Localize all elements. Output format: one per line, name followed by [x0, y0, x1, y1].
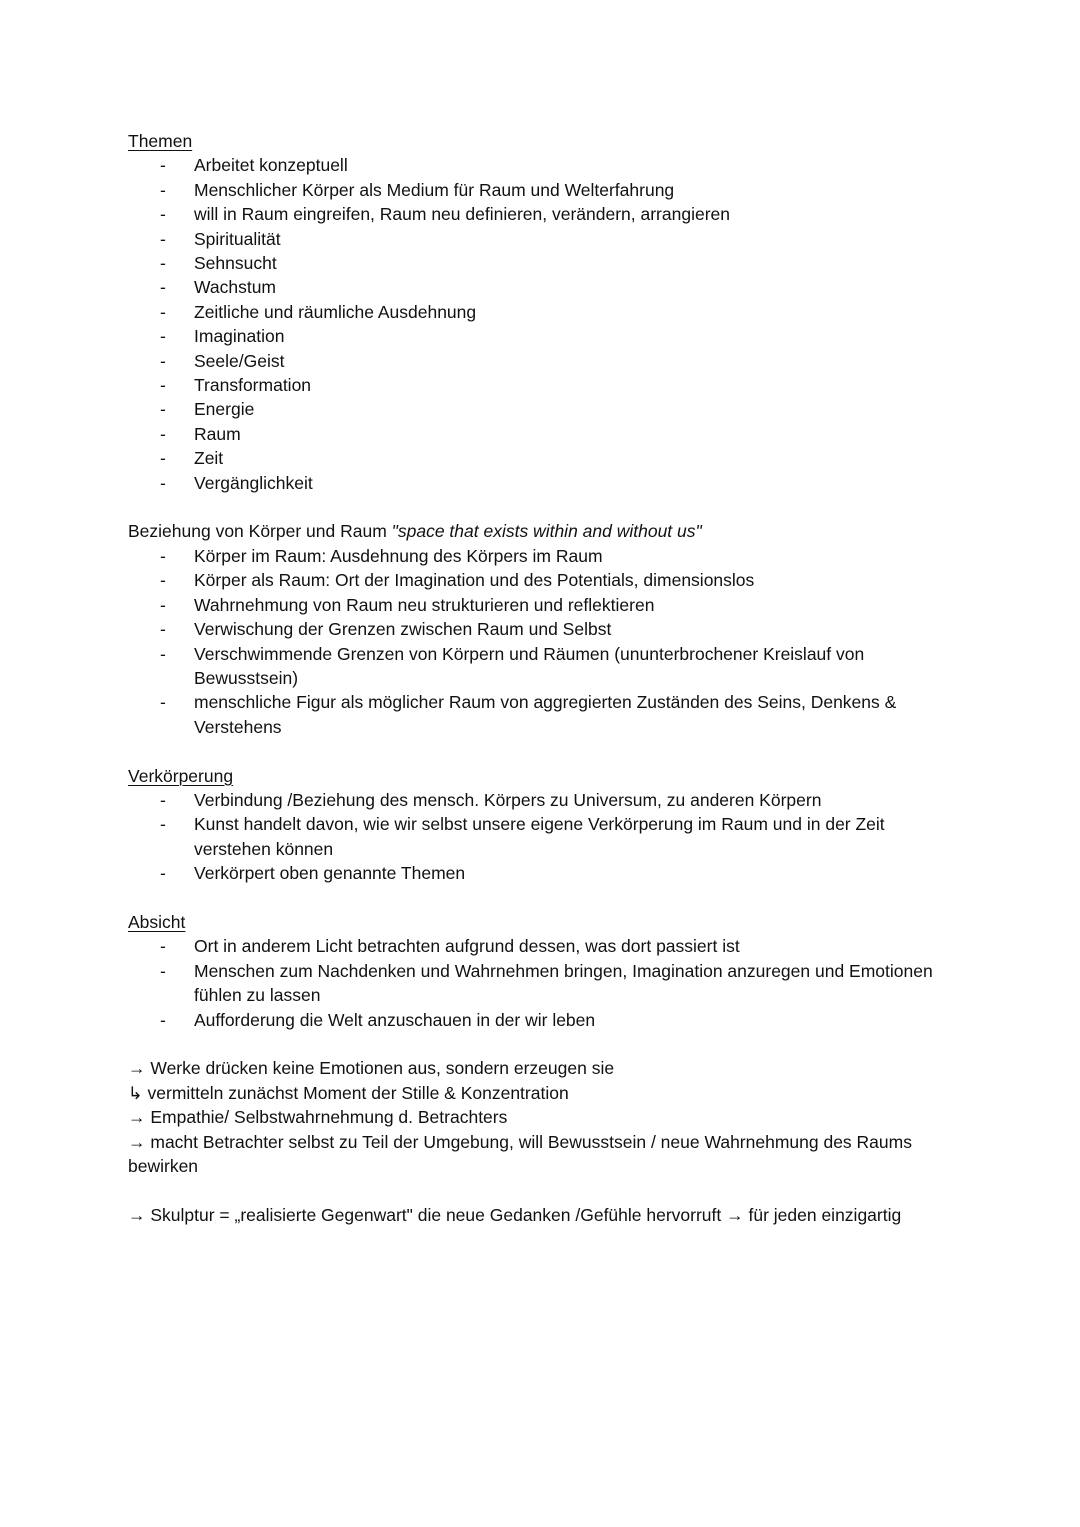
- final-statement: → Skulptur = „realisierte Gegenwart" die neue Gedanken /Gefühle hervorruft → für jeden einzigartig: [128, 1204, 902, 1225]
- bullet-dash: -: [160, 936, 166, 957]
- document-page: [128, 129, 958, 1227]
- list-item: - Körper als Raum: Ort der Imagination und des Potentials, dimensionslos: [128, 568, 958, 592]
- list-item: - Transformation: [128, 373, 958, 397]
- list-item: - Verwischung der Grenzen zwischen Raum und Selbst: [128, 617, 958, 641]
- bullet-dash: -: [160, 350, 166, 371]
- bullet-dash: -: [160, 326, 166, 347]
- list-item: - Körper im Raum: Ausdehnung des Körpers im Raum: [128, 544, 958, 568]
- list-item: - Verschwimmende Grenzen von Körpern und Räumen (ununterbrochener Kreislauf von Bewusstsein): [160, 643, 865, 688]
- bullet-dash: -: [160, 448, 166, 469]
- section-heading-verkoerperung: Verkörperung: [128, 765, 234, 786]
- conclusion-line: → macht Betrachter selbst zu Teil der Umgebung, will Bewusstsein / neue Wahrnehmung des Raums bewirken: [128, 1131, 912, 1176]
- list-item: - Verbindung /Beziehung des mensch. Körpers zu Universum, zu anderen Körpern: [128, 788, 958, 812]
- list-item: - Imagination: [128, 324, 958, 348]
- bullet-dash: -: [160, 375, 166, 396]
- bullet-dash: -: [160, 399, 166, 420]
- bullet-dash: -: [160, 545, 166, 566]
- bullet-dash: -: [160, 228, 166, 249]
- conclusion-line: → Empathie/ Selbstwahrnehmung d. Betrachters: [128, 1107, 508, 1128]
- bullet-dash: -: [160, 1009, 166, 1030]
- beziehung-list: [128, 544, 958, 739]
- list-item: - Kunst handelt davon, wie wir selbst unsere eigene Verkörperung im Raum und in der Zeit verstehen können: [160, 814, 885, 859]
- section-beziehung: [128, 519, 958, 739]
- verkoerperung-list: [128, 788, 958, 886]
- bullet-dash: -: [160, 301, 166, 322]
- list-item: - Vergänglichkeit: [128, 471, 958, 495]
- conclusion-line: → Werke drücken keine Emotionen aus, sondern erzeugen sie: [128, 1058, 615, 1079]
- section-absicht: [128, 910, 958, 1032]
- quote-text: "space that exists within and without us": [391, 521, 702, 542]
- list-item: - Sehnsucht: [128, 251, 958, 275]
- bullet-dash: -: [160, 643, 166, 664]
- list-item: - menschliche Figur als möglicher Raum von aggregierten Zuständen des Seins, Denkens & Verstehens: [160, 692, 897, 737]
- bullet-dash: -: [160, 692, 166, 713]
- list-item: - Raum: [128, 422, 958, 446]
- list-item: - Zeitliche und räumliche Ausdehnung: [128, 300, 958, 324]
- bullet-dash: -: [160, 814, 166, 835]
- bullet-dash: -: [160, 472, 166, 493]
- section-heading-themen: Themen: [128, 131, 193, 151]
- conclusion-line: ↳ vermitteln zunächst Moment der Stille & Konzentration: [128, 1082, 569, 1103]
- bullet-dash: -: [160, 863, 166, 884]
- bullet-dash: -: [160, 155, 166, 176]
- list-item: - Arbeitet konzeptuell: [128, 153, 958, 177]
- bullet-dash: -: [160, 253, 166, 274]
- list-item: - Energie: [128, 397, 958, 421]
- list-item: - Wahrnehmung von Raum neu strukturieren und reflektieren: [128, 593, 958, 617]
- bullet-dash: -: [160, 204, 166, 225]
- list-item: - Wachstum: [128, 275, 958, 299]
- list-item: - Menschen zum Nachdenken und Wahrnehmen bringen, Imagination anzuregen und Emotionen fühlen zu lassen: [160, 960, 933, 1006]
- bullet-dash: -: [160, 789, 166, 810]
- bullet-dash: -: [160, 277, 166, 298]
- list-item: - Spiritualität: [128, 227, 958, 251]
- list-item: - Aufforderung die Welt anzuschauen in der wir leben: [128, 1008, 958, 1032]
- bullet-dash: -: [160, 619, 166, 640]
- absicht-list: [128, 934, 958, 1032]
- bullet-dash: -: [160, 570, 166, 591]
- themen-list: [128, 153, 958, 495]
- bullet-dash: -: [160, 594, 166, 615]
- section-verkoerperung: [128, 764, 958, 886]
- list-item: - Menschlicher Körper als Medium für Raum und Welterfahrung: [128, 178, 958, 202]
- conclusions-block: [128, 1056, 958, 1178]
- section-heading-absicht: Absicht: [128, 911, 186, 932]
- list-item: - Zeit: [128, 446, 958, 470]
- list-item: - Seele/Geist: [128, 349, 958, 373]
- list-item: - will in Raum eingreifen, Raum neu definieren, verändern, arrangieren: [128, 202, 958, 226]
- list-item: - Verkörpert oben genannte Themen: [128, 861, 958, 885]
- bullet-dash: -: [160, 960, 166, 981]
- section-themen: [128, 129, 958, 495]
- bullet-dash: -: [160, 179, 166, 200]
- bullet-dash: -: [160, 423, 166, 444]
- list-item: - Ort in anderem Licht betrachten aufgrund dessen, was dort passiert ist: [128, 934, 958, 958]
- section-heading-beziehung: Beziehung von Körper und Raum "space that exists within and without us": [128, 521, 702, 542]
